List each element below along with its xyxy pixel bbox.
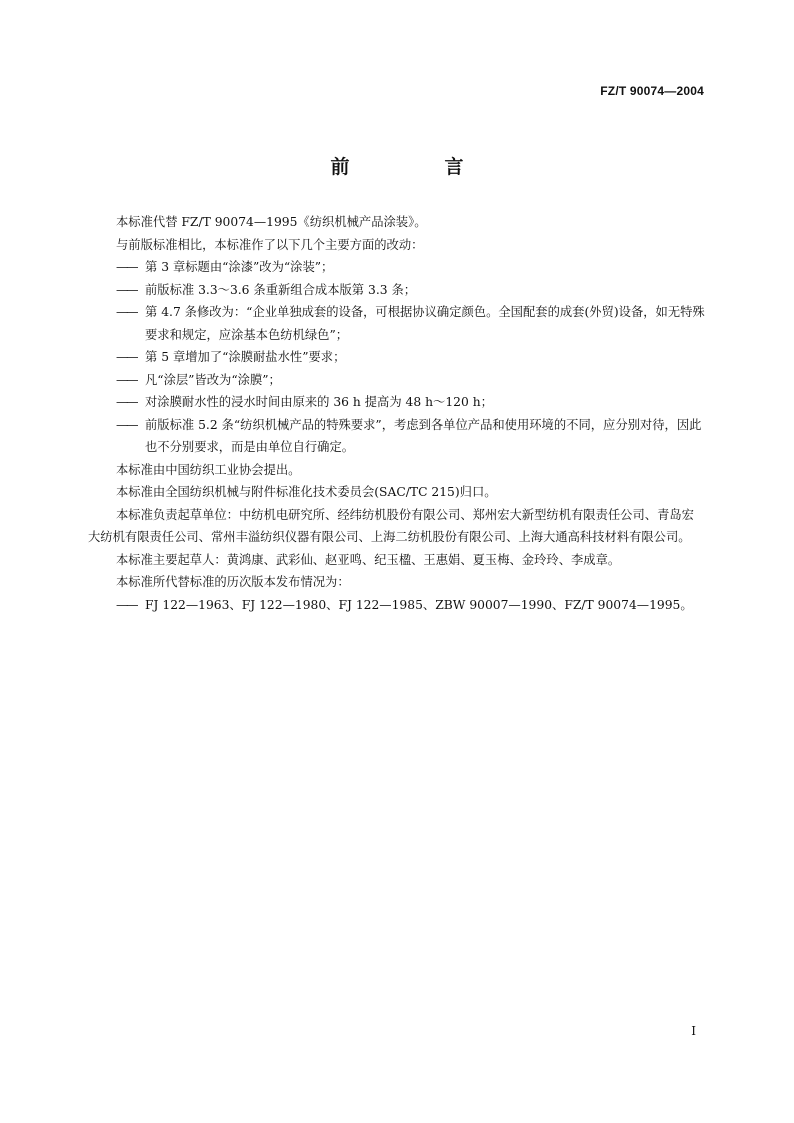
change-item (116, 346, 706, 369)
change-item (116, 301, 706, 346)
history-item-text: FJ 122—1963、FJ 122—1980、FJ 122—1985、ZBW 90007—1990、FZ/T 90074—1995。 (145, 597, 693, 612)
paragraph-history-intro: 本标准所代替标准的历次版本发布情况为： (116, 575, 350, 589)
paragraph-changes-intro: 与前版标准相比，本标准作了以下几个主要方面的改动： (116, 237, 424, 252)
change-item-text: 第 3 章标题由“涂漆”改为“涂装”； (145, 260, 334, 274)
preface-body (88, 211, 706, 616)
dash-mark: —— (116, 305, 137, 319)
dash-mark: —— (116, 350, 137, 364)
change-item-text: 第 4.7 条修改为：“企业单独成套的设备，可根据协议确定颜色。全国配套的成套(外贸)设备，如无特殊要求和规定，应涂基本色纺机绿色”； (145, 305, 705, 342)
dash-mark: —— (116, 597, 137, 612)
dash-mark: —— (116, 282, 137, 297)
change-item (116, 369, 706, 392)
dash-mark: —— (116, 395, 137, 409)
paragraph-replaces: 本标准代替 FZ/T 90074—1995《纺织机械产品涂装》。 (116, 215, 427, 229)
change-item-text: 前版标准 3.3～3.6 条重新组合成本版第 3.3 条； (145, 282, 417, 297)
change-item-text: 凡“涂层”皆改为“涂膜”； (145, 372, 281, 387)
change-item-text: 前版标准 5.2 条“纺织机械产品的特殊要求”，考虑到各单位产品和使用环境的不同，应分别对待，因此也不分别要求，而是由单位自行确定。 (145, 417, 702, 454)
change-item-text: 对涂膜耐水性的浸水时间由原来的 36 h 提高为 48 h～120 h； (145, 395, 493, 409)
change-item-text: 第 5 章增加了“涂膜耐盐水性”要求； (145, 350, 346, 364)
paragraph-drafting-units: 本标准负责起草单位：中纺机电研究所、经纬纺机股份有限公司、郑州宏大新型纺机有限责任公司、青岛宏大纺机有限责任公司、常州丰溢纺织仪器有限公司、上海二纺机股份有限公司、上海大通高科技材料有限公司。 (88, 507, 694, 544)
change-item (116, 256, 706, 279)
paragraph-committee: 本标准由全国纺织机械与附件标准化技术委员会(SAC/TC 215)归口。 (116, 485, 497, 499)
paragraph-drafters: 本标准主要起草人：黄鸿康、武彩仙、赵亚鸣、纪玉楹、王惠娟、夏玉梅、金玲玲、李成章。 (116, 552, 621, 567)
dash-mark: —— (116, 417, 137, 432)
change-item (116, 391, 706, 414)
history-item (116, 594, 706, 617)
standard-code: FZ/T 90074—2004 (600, 84, 704, 98)
change-item (116, 414, 706, 459)
change-item (116, 279, 706, 302)
dash-mark: —— (116, 372, 137, 387)
paragraph-proposer: 本标准由中国纺织工业协会提出。 (116, 462, 301, 477)
page-number: I (691, 1024, 696, 1038)
page-title: 前 言 (330, 156, 502, 178)
dash-mark: —— (116, 260, 137, 274)
